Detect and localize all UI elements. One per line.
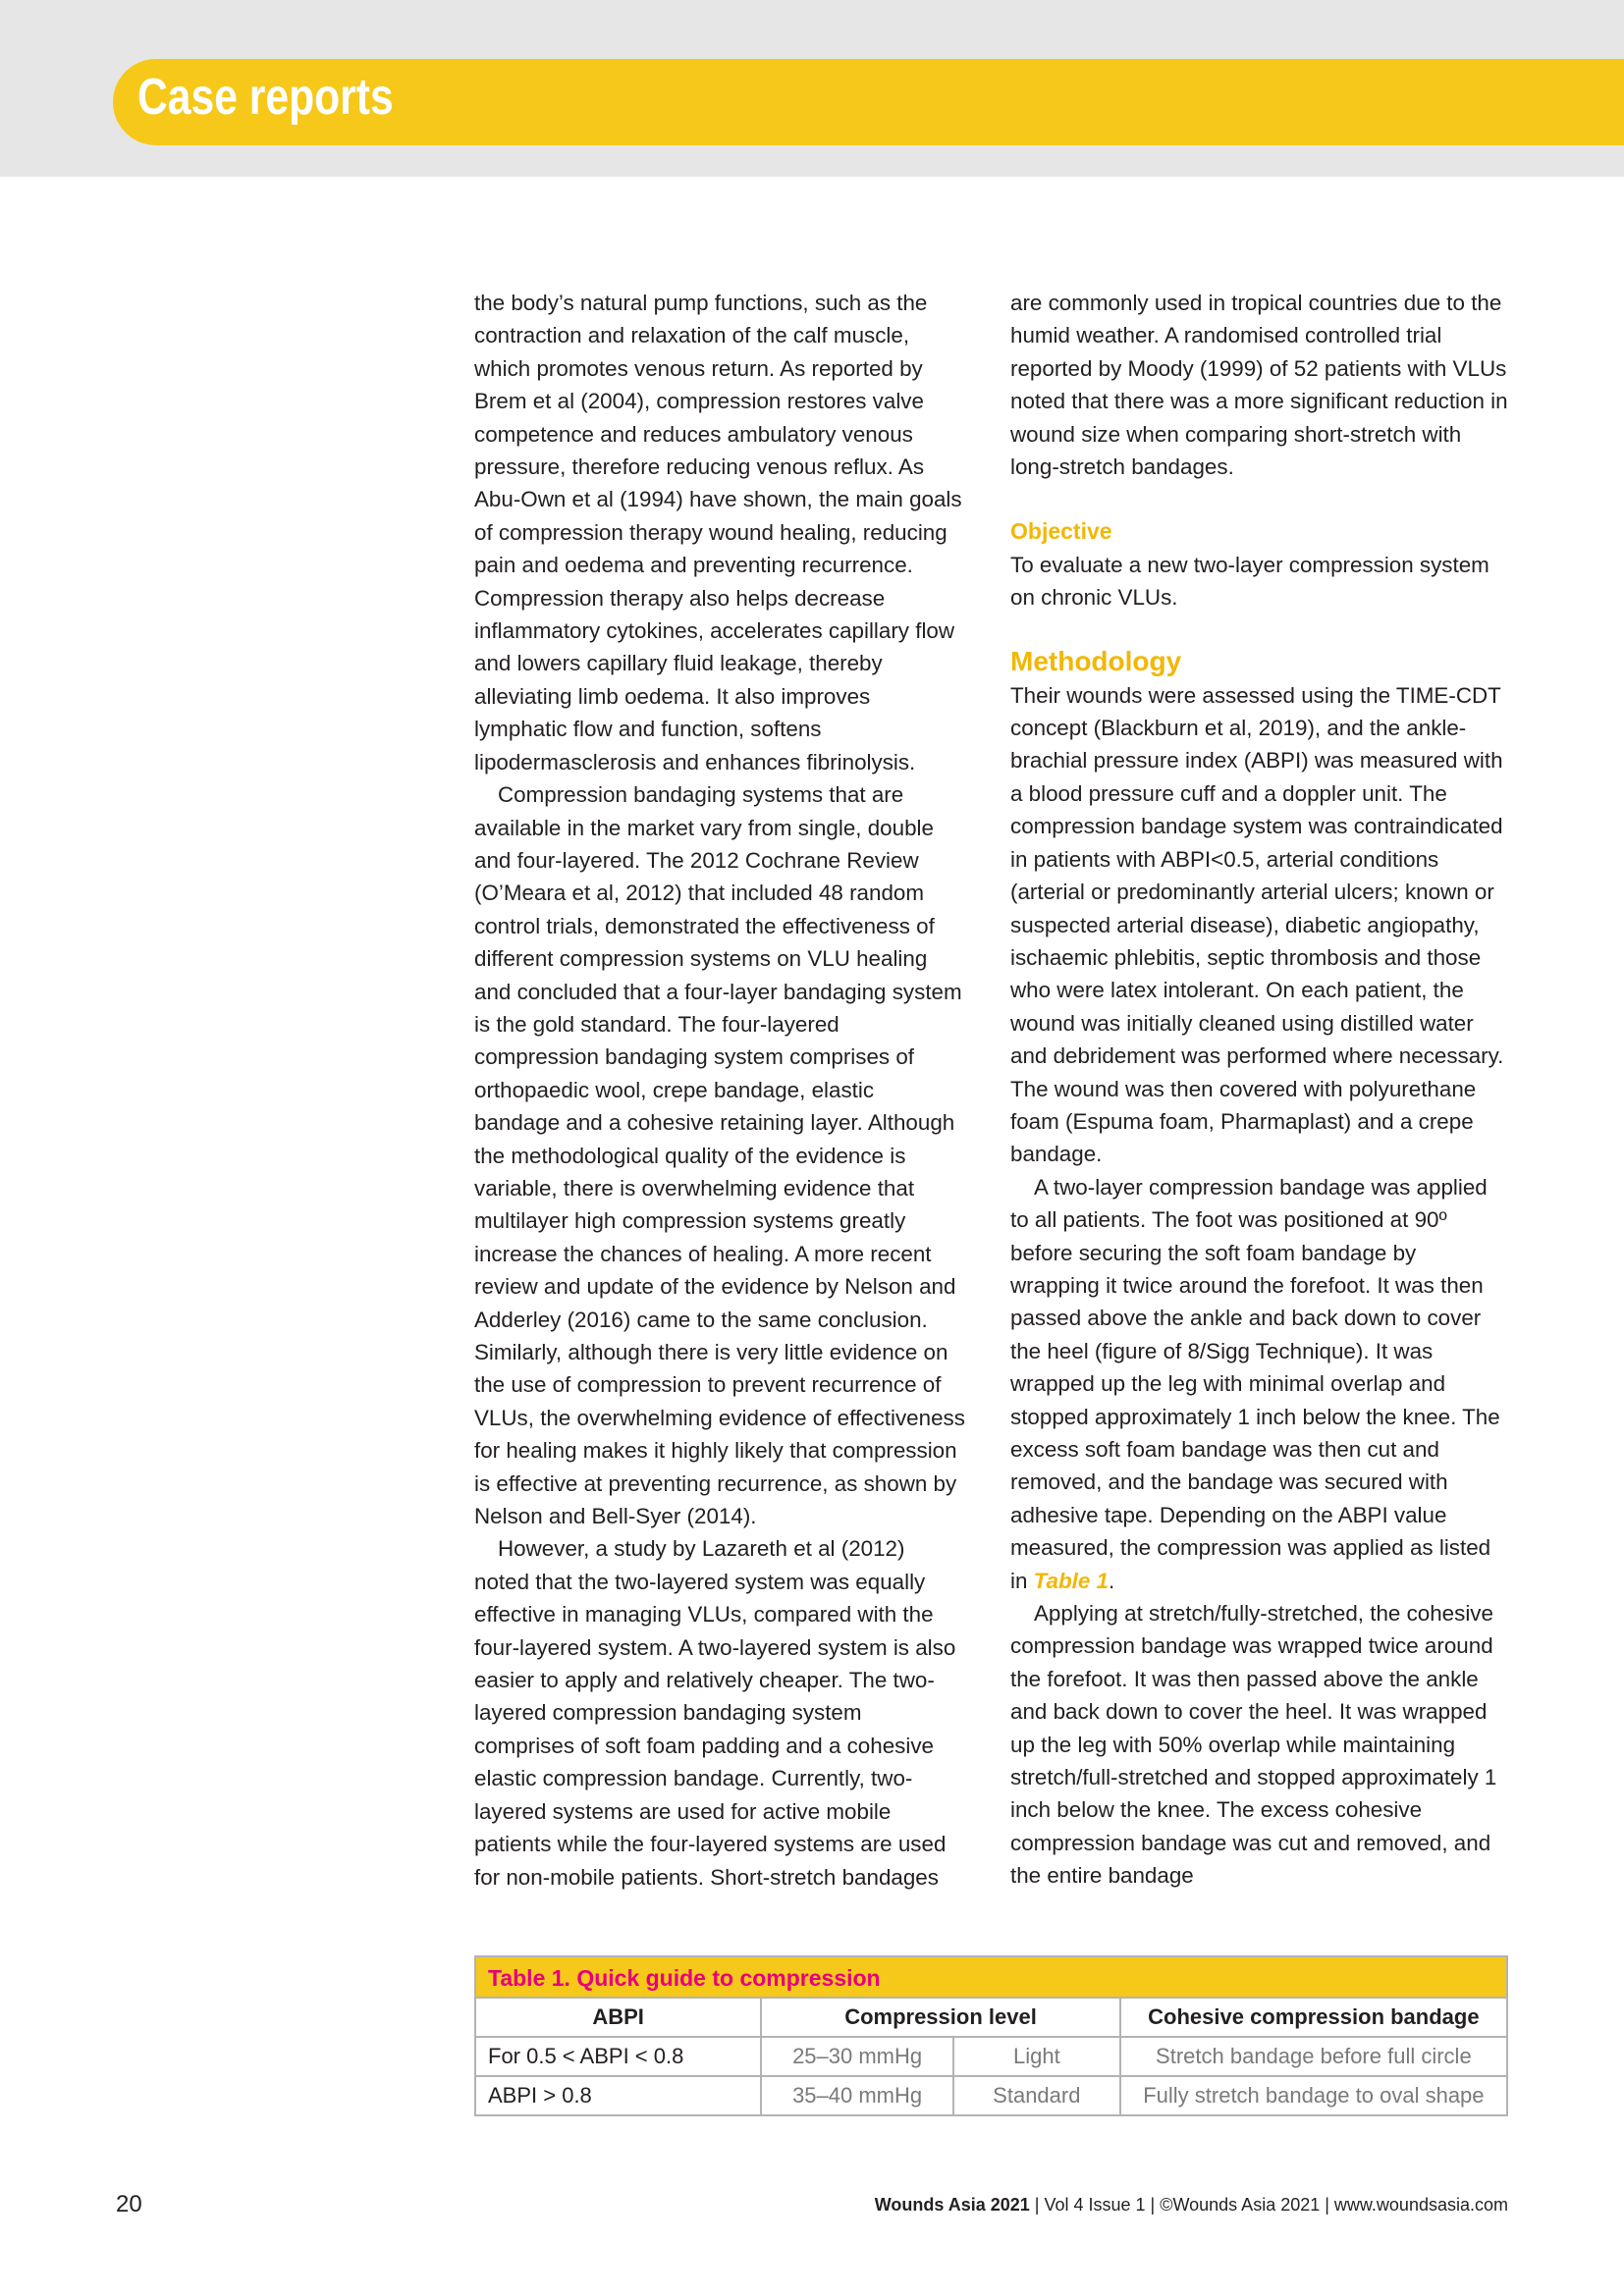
table-cell: Fully stretch bandage to oval shape	[1120, 2076, 1507, 2115]
table-row	[475, 2076, 1507, 2115]
paragraph: To evaluate a new two-layer compression system on chronic VLUs.	[1010, 552, 1489, 611]
paragraph	[1010, 1171, 1511, 1597]
table-caption: Table 1. Quick guide to compression	[474, 1955, 1508, 1997]
table-cell: Stretch bandage before full circle	[1120, 2037, 1507, 2076]
paragraph: Applying at stretch/fully-stretched, the cohesive compression bandage was wrapped twice around the forefoot. It was then passed above the ankle and back down to cover the heel. It was wrapped up the leg with 50% overlap while maintaining stretch/full-stretched and stopped approximately 1 inch below the knee. The excess cohesive compression bandage was cut and removed, and the entire bandage	[1010, 1601, 1497, 1889]
compression-table	[474, 1997, 1508, 2116]
footer-details: | Vol 4 Issue 1 | ©Wounds Asia 2021 | www.woundsasia.com	[1029, 2195, 1508, 2215]
methodology-heading: Methodology	[1010, 645, 1182, 676]
table-cell: Standard	[953, 2076, 1120, 2115]
table-header-cell: Cohesive compression bandage	[1120, 1998, 1507, 2037]
objective-heading: Objective	[1010, 518, 1112, 545]
page-number: 20	[116, 2191, 142, 2217]
table-row	[475, 2037, 1507, 2076]
paragraph: Their wounds were assessed using the TIME-CDT concept (Blackburn et al, 2019), and the ankle-brachial pressure index (ABPI) was measured with a blood pressure cuff and a doppler unit. The compression bandage system was contraindicated in patients with ABPI<0.5, arterial conditions (arterial or predominantly arterial ulcers; known or suspected arterial disease), diabetic angiopathy, ischaemic phlebitis, septic thrombosis and those who were latex intolerant. On each patient, the wound was initially cleaned using distilled water and debridement was performed where necessary. The wound was then covered with polyurethane foam (Espuma foam, Pharmaplast) and a crepe bandage.	[1010, 682, 1504, 1167]
table-cell: Light	[953, 2037, 1120, 2076]
paragraph: are commonly used in tropical countries due to the humid weather. A randomised controlled trial reported by Moody (1999) of 52 patients with VLUs noted that there was a more significant reduction in wound size when comparing short-stretch with long-stretch bandages.	[1010, 291, 1508, 480]
table-cell: ABPI > 0.8	[475, 2076, 761, 2115]
table-cell: 35–40 mmHg	[761, 2076, 953, 2115]
paragraph-text: A two-layer compression bandage was applied to all patients. The foot was positioned at 90º before securing the soft foam bandage by wrapping it twice around the forefoot. It was then passed above the ankle and back down to cover the heel (figure of 8/Sigg Technique). It was wrapped up the leg with minimal overlap and stopped approximately 1 inch below the knee. The excess soft foam bandage was then cut and removed, and the bandage was secured with adhesive tape. Depending on the ABPI value measured, the compression was applied as listed in	[1010, 1174, 1500, 1593]
table-header-cell: Compression level	[761, 1998, 1119, 2037]
table-cell: For 0.5 < ABPI < 0.8	[475, 2037, 761, 2076]
paragraph-text: .	[1108, 1568, 1115, 1593]
paragraph: However, a study by Lazareth et al (2012) noted that the two-layered system was equally effective in managing VLUs, compared with the four-layered system. A two-layered system is also easier to apply and relatively cheaper. The two-layered compression bandaging system comprises of soft foam padding and a cohesive elastic compression bandage. Currently, two-layered systems are used for active mobile patients while the four-layered systems are used for non-mobile patients. Short-stretch bandages	[474, 1536, 956, 1890]
paragraph: Compression bandaging systems that are available in the market vary from single, double and four-layered. The 2012 Cochrane Review (O’Meara et al, 2012) that included 48 random control trials, demonstrated the effectiveness of different compression systems on VLU healing and concluded that a four-layer bandaging system is the gold standard. The four-layered compression bandaging system comprises of orthopaedic wool, crepe bandage, elastic bandage and a cohesive retaining layer. Although the methodological quality of the evidence is variable, there is overwhelming evidence that multilayer high compression systems greatly increase the chances of healing. A more recent review and update of the evidence by Nelson and Adderley (2016) came to the same conclusion. Similarly, although there is very little evidence on the use of compression to prevent recurrence of VLUs, the overwhelming evidence of effectiveness for healing makes it highly likely that compression is effective at preventing recurrence, as shown by Nelson and Bell-Syer (2014).	[474, 782, 965, 1529]
table-cell: 25–30 mmHg	[761, 2037, 953, 2076]
table-header-cell: ABPI	[475, 1998, 761, 2037]
paragraph: the body’s natural pump functions, such as the contraction and relaxation of the calf muscle, which promotes venous return. As reported by Brem et al (2004), compression restores valve competence and reduces ambulatory venous pressure, therefore reducing venous reflux. As Abu-Own et al (1994) have shown, the main goals of compression therapy wound healing, reducing pain and oedema and preventing recurrence. Compression therapy also helps decrease inflammatory cytokines, accelerates capillary flow and lowers capillary fluid leakage, thereby alleviating limb oedema. It also improves lymphatic flow and function, softens lipodermasclerosis and enhances fibrinolysis.	[474, 291, 962, 774]
right-column	[1010, 287, 1511, 1893]
table-header-row	[475, 1998, 1507, 2037]
section-title: Case reports	[137, 69, 394, 126]
journal-name: Wounds Asia 2021	[874, 2195, 1030, 2215]
left-column	[474, 287, 965, 1894]
footer-citation	[875, 2195, 1508, 2216]
table-reference-link[interactable]: Table 1	[1033, 1568, 1109, 1593]
